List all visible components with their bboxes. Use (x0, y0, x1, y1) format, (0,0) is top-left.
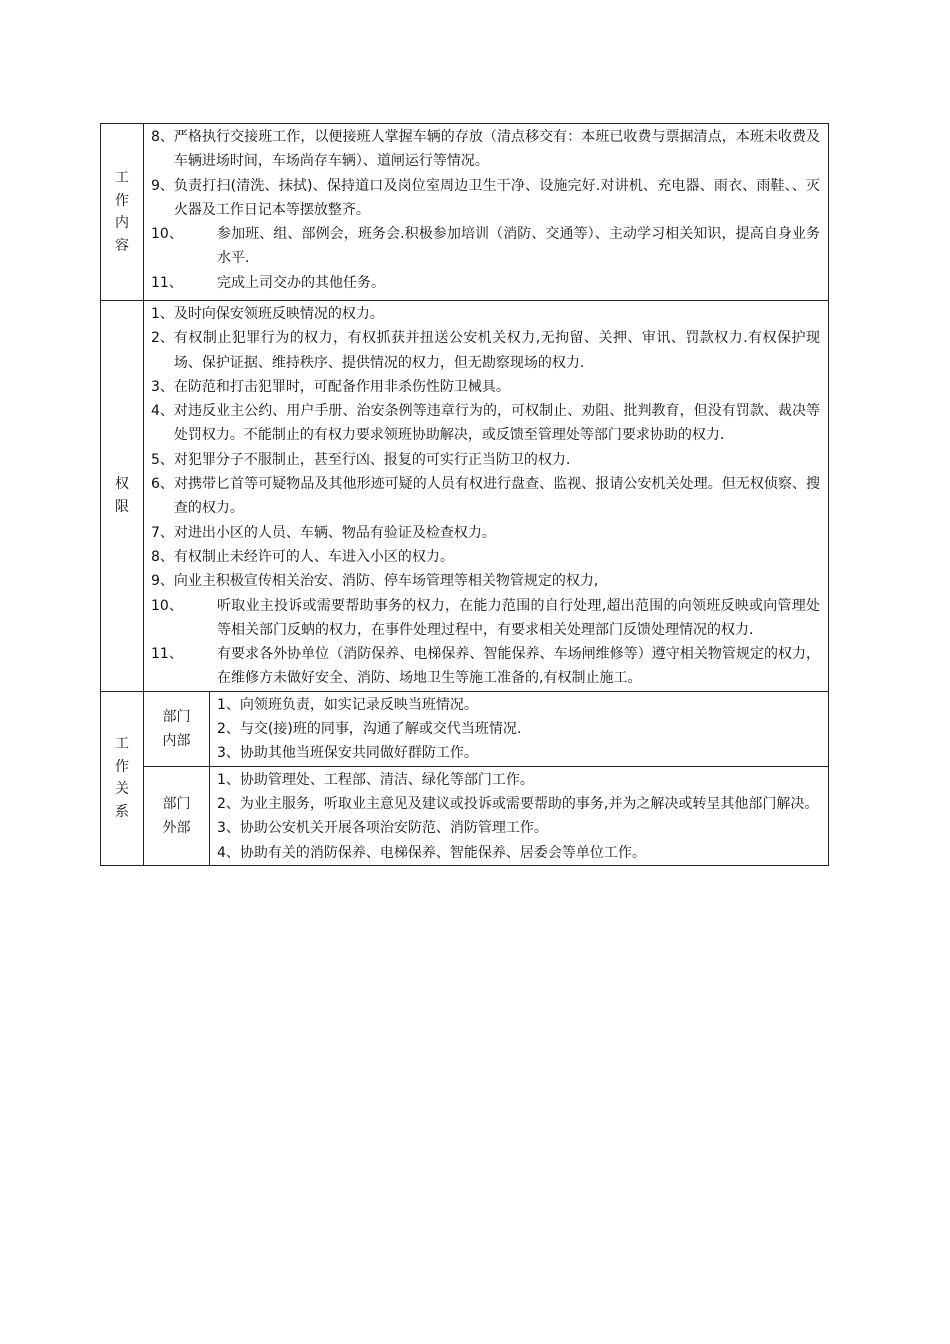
work-content-heading: 工 作 内 容 (101, 124, 144, 301)
authority-heading: 权 限 (101, 301, 144, 692)
list-item: 6、 对携带匕首等可疑物品及其他形迹可疑的人员有权进行盘查、监视、报请公安机关处理。但无权侦察、搜查的权力。 (151, 476, 821, 517)
list-item: 3、 协助其他当班保安共同做好群防工作。 (217, 745, 478, 762)
work-relations-heading: 工 作 关 系 (101, 691, 144, 865)
list-item: 1、 及时向保安领班反映情况的权力。 (151, 306, 384, 322)
list-item: 10、 参加班、组、部例会，班务会.积极参加培训（消防、交通等）、主动学习相关知识，提高自身业务水平. (151, 226, 821, 267)
list-item: 11、 完成上司交办的其他任务。 (151, 274, 385, 291)
work-content-list (144, 124, 829, 301)
list-item: 9、 负责打扫(清洗、抹拭)、保持道口及岗位室周边卫生干净、设施完好.对讲机、充电器、雨衣、雨鞋、、灭火器及工作日记本等摆放整齐。 (151, 177, 821, 218)
list-item: 2、 为业主服务，听取业主意见及建议或投诉或需要帮助的事务,并为之解决或转呈其他部门解决。 (217, 795, 819, 812)
internal-label: 部门 内部 (144, 691, 210, 766)
work-relations-internal-row (101, 691, 829, 766)
list-item: 11、 有要求各外协单位（消防保养、电梯保养、智能保养、车场闸维修等）遵守相关物管规定的权力，在维修方未做好安全、消防、场地卫生等施工准备的,有权制止施工。 (151, 646, 821, 687)
list-item: 3、 协助公安机关开展各项治安防范、消防管理工作。 (217, 820, 548, 837)
list-item: 2、 与交(接)班的同事，沟通了解或交代当班情况. (217, 721, 522, 738)
work-content-row (101, 124, 829, 301)
list-item: 1、 协助管理处、工程部、清洁、绿化等部门工作。 (217, 771, 534, 788)
list-item: 2、 有权制止犯罪行为的权力，有权抓获并扭送公安机关权力,无拘留、关押、审讯、罚款权力.有权保护现场、保护证据、维持秩序、提供情况的权力，但无勘察现场的权力. (151, 330, 821, 371)
internal-relations-list (210, 691, 829, 766)
list-item: 7、 对进出小区的人员、车辆、物品有验证及检查权力。 (151, 524, 496, 541)
work-relations-external-row (101, 766, 829, 865)
authority-list (144, 301, 829, 692)
list-item: 5、 对犯罪分子不服制止，甚至行凶、报复的可实行正当防卫的权力. (151, 451, 571, 468)
list-item: 3、 在防范和打击犯罪时，可配备作用非杀伤性防卫械具。 (151, 378, 510, 395)
list-item: 10、 听取业主投诉或需要帮助事务的权力，在能力范围的自行处理,超出范围的向领班反映或向管理处等相关部门反蚋的权力，在事件处理过程中，有要求相关处理部门反馈处理情况的权力. (151, 597, 821, 638)
list-item: 1、 向领班负责，如实记录反映当班情况。 (217, 696, 478, 713)
list-item: 4、 协助有关的消防保养、电梯保养、智能保养、居委会等单位工作。 (217, 844, 646, 861)
list-item: 8、 有权制止未经许可的人、车进入小区的权力。 (151, 548, 454, 565)
external-label: 部门 外部 (144, 766, 210, 865)
list-item: 4、 对违反业主公约、用户手册、治安条例等违章行为的，可权制止、劝阻、批判教育，但没有罚款、裁决等处罚权力。不能制止的有权力要求领班协助解决，或反馈至管理处等部门要求协助的权力. (151, 403, 821, 444)
external-relations-list (210, 766, 829, 865)
job-description-table (100, 123, 829, 866)
authority-row (101, 301, 829, 692)
list-item: 9、 向业主积极宣传相关治安、消防、停车场管理等相关物管规定的权力, (151, 573, 599, 590)
list-item: 8、 严格执行交接班工作，以便接班人掌握车辆的存放（清点移交有：本班已收费与票据清点，本班未收费及车辆进场时间，车场尚存车辆）、道闸运行等情况。 (151, 129, 821, 170)
